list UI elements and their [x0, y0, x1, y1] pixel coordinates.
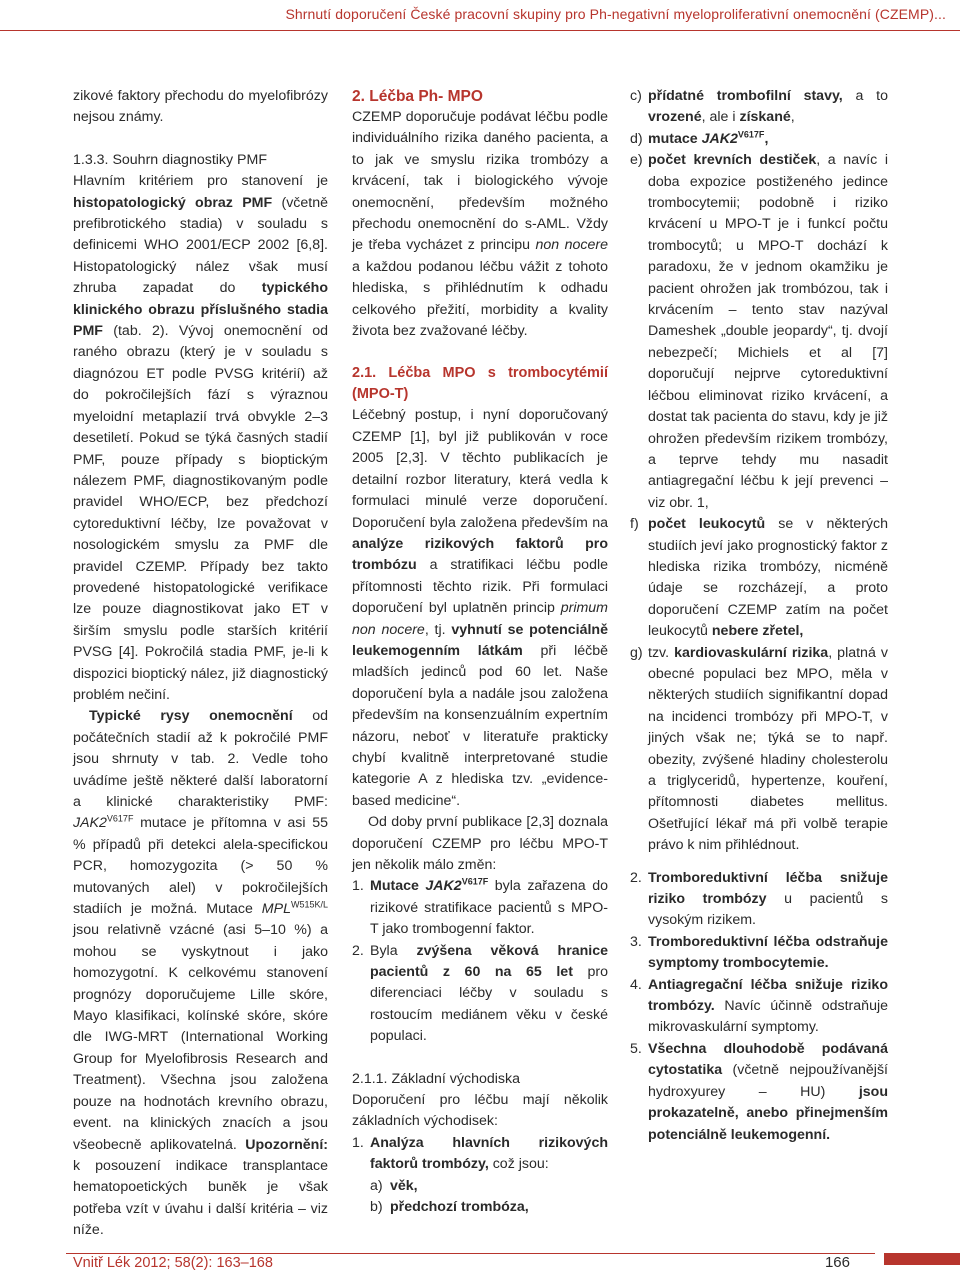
text-span: , a navíc i doba expozice postiženého jedince trombocytemii; podobně i riziko krvácení u MPO-T je i funkcí počtu trombocytů; u MPO-T dochází k paradoxu, že v jednom okamžiku je pacient ohrožen jak trombózou, tak i krvácením – tento stav nazýval Dameshek „double jeopardy“, tj. dvojí nebezpečí; Michiels et al [7] doporučují nejprve cytoreduktivní léčbou eliminovat riziko krvácení, a dostat tak pacienta do stavu, kdy je již ohrožen především rizikem trombózy, a teprve tehdy mu nasadit antiagregační léčbu k její prevenci – viz obr. 1,	[648, 152, 888, 511]
text-span: ,	[790, 109, 795, 126]
section-1-3-3-heading: 1.3.3. Souhrn diagnostiky PMF	[73, 151, 267, 168]
bold-span: typického klinického obrazu příslušného stadia PMF	[73, 280, 328, 340]
column-right	[630, 86, 888, 1146]
text-span: byla zařazena do rizikové stratifikace pacientů s MPO-T jako trombogenní faktor.	[370, 878, 609, 938]
mutation-sup: V617F	[106, 813, 134, 824]
bold-span: získané	[739, 109, 791, 126]
list-letter: g)	[630, 644, 643, 661]
mutation-sup: V617F	[461, 876, 489, 887]
bold-span: počet krevních destiček	[648, 152, 817, 169]
bold-span: předchozí trombóza,	[390, 1199, 529, 1216]
list-letter: c)	[630, 88, 642, 104]
text-span: což jsou:	[488, 1156, 549, 1173]
text-span: při léčbě mladších jedinců pod 60 let. Naše doporučení byla a nadále jsou založena především na konsenzuálním expertním názoru, neboť v literatuře prakticky chybí kvalitně interpretované studie kategorie A z hlediska tzv. „evidence-based medicine“.	[352, 642, 608, 809]
list-subitem-b	[352, 1197, 608, 1218]
text-span: (včetně nejpoužívanější hydroxyurey – HU)	[648, 1062, 888, 1100]
intro-text: zikové faktory přechodu do myelofibrózy nejsou známy.	[73, 88, 328, 126]
text-span: u pacientů s vysokým rizikem.	[648, 891, 889, 929]
header-title: Shrnutí doporučení České pracovní skupiny pro Ph-negativní myeloproliferativní onemocnění (CZEMP)...	[285, 6, 946, 22]
section-2-heading: 2. Léčba Ph- MPO	[352, 88, 483, 105]
bold-span: jsou prokazatelně, anebo přinejmenším potenciálně leukemogenní.	[648, 1083, 888, 1143]
bold-span: Analýza hlavních rizikových faktorů trombózy,	[370, 1134, 608, 1173]
text-span: k posouzení indikace transplantace hematopoetických buněk je však potřeba vzít v úvahu i další kritéria – viz níže.	[73, 1157, 328, 1239]
text-span: , platná v obecné populaci bez MPO, měla v některých studiích signifikantní dopad na incidenci trombózy při MPO-T, v jiných však ne; týká se to např. obezity, zvýšené hladiny cholesterolu a triglyceridů, hypertenze, kouření, přítomnosti diabetes mellitus. Ošetřující lékař má při volbě terapie právo k nim přihlédnout.	[648, 644, 888, 854]
bold-span: analýze rizikových faktorů pro trombózu	[352, 535, 608, 574]
list-subitem-a	[352, 1176, 608, 1197]
bold-span: Antiagregační léčba snižuje riziko trombózy.	[648, 976, 888, 1015]
section-2-1-1-heading: 2.1.1. Základní východiska	[352, 1070, 520, 1087]
bold-span: nebere zřetel,	[711, 623, 804, 640]
list-number: 1.	[352, 1134, 364, 1151]
gene-name: MPL	[261, 901, 291, 918]
paragraph-basis: Doporučení pro léčbu mají několik základních východisek:	[352, 1092, 608, 1130]
text-span: mutace je přítomna v asi 55 % případů při detekci alela-specifickou PCR, homozygozita (> 50 % mutovaných alel) v pokročilejších stadiích je možná. Mutace	[73, 815, 328, 918]
gene-name: JAK2	[425, 878, 462, 895]
page-number: 166	[824, 1254, 850, 1271]
list-subitem-e	[630, 150, 888, 514]
text-span: a každou podanou léčbu vážit z tohoto hlediska, s přihlédnutím k odhadu celkového přežití, morbidity a kvality života bez zvažované léčby.	[352, 258, 608, 340]
bold-span: Všechna dlouhodobě podávaná cytostatika	[648, 1040, 888, 1079]
bold-span: Typické rysy onemocnění	[89, 708, 293, 725]
text-span: Byla	[370, 942, 417, 959]
paragraph-typical-features	[73, 706, 328, 1241]
bold-span: Mutace	[370, 878, 426, 895]
mutation-sup: V617F	[737, 129, 765, 140]
bold-span: mutace	[648, 130, 702, 147]
list-number: 5.	[630, 1040, 642, 1057]
bold-span: počet leukocytů	[648, 516, 766, 533]
text-span: od počátečních stadií až k pokročilé PMF jsou shrnuty v tab. 2. Vedle toho uvádíme ještě některé další laboratorní a klinické charakteristiky PMF:	[73, 708, 328, 810]
italic-span: non nocere	[535, 237, 609, 254]
gene-name: JAK2	[701, 130, 738, 147]
list-letter: b)	[370, 1199, 383, 1216]
list-number: 1.	[352, 878, 364, 895]
list-letter: f)	[630, 516, 639, 533]
running-header	[0, 0, 960, 31]
gene-name: JAK2	[73, 815, 107, 832]
list-number: 4.	[630, 976, 642, 993]
bold-span: vyhnutí se potenciálně leukemogenním látkám	[352, 621, 608, 659]
text-span: Hlavním kritériem pro stanovení je	[73, 173, 328, 190]
text-span: CZEMP doporučuje podávat léčbu podle individuálního rizika daného pacienta, a to jak ve smyslu rizika trombózy a krvácení, tak i biologického vývoje onemocnění, především možného přechodu onemocnění do s-AML. Vždy je třeba vycházet z principu	[352, 109, 608, 254]
list-item-basis-2	[630, 868, 888, 932]
list-letter: d)	[630, 130, 643, 147]
paragraph-diagnostics	[73, 171, 328, 706]
footer-rule	[66, 1253, 875, 1254]
bold-span: Tromboreduktivní léčba snižuje riziko trombózy	[648, 869, 888, 908]
bold-span: kardiovaskulární rizika	[674, 644, 829, 661]
text-span: jsou relativně vzácné (asi 5–10 %) a mohou se vyskytnout i jako homozygotní. K celkovému stanovení prognózy doporučujeme Lille skóre, Mayo klasifikaci, kolínské skóre, skóre dle IWG-MRT (International Working Group for Myelofibrosis Research and Treatment). Všechna jsou založena pouze na hodnotách krevního obrazu, event. na klinických znacích a jsou všeobecně aplikovatelná.	[73, 922, 328, 1153]
text-span: pro diferenciaci léčby v souladu s rostoucím mediánem věku v české populaci.	[370, 964, 608, 1045]
bold-span: zvýšena věková hranice pacientů z 60 na 65 let	[370, 942, 608, 981]
text-span: se v některých studiích jeví jako prognostický faktor z hlediska rizika trombózy, nicméně údaje se rozcházejí, a proto doporučení CZEMP zatím na počet leukocytů	[648, 516, 888, 640]
mutation-sup: W515K/L	[290, 899, 328, 910]
bold-span: Upozornění:	[245, 1136, 328, 1153]
paragraph-approach	[352, 405, 608, 812]
list-subitem-f	[630, 514, 888, 642]
text-span: tzv.	[648, 644, 675, 661]
bold-span: přídatné trombofilní stavy,	[648, 88, 843, 104]
text-span: Navíc účinně odstraňuje mikrovaskulární symptomy.	[648, 998, 888, 1036]
list-subitem-c	[630, 86, 888, 129]
section-2-1-heading: 2.1. Léčba MPO s trombocytémií (MPO-T)	[352, 365, 608, 403]
text-span: (tab. 2). Vývoj onemocnění od raného obrazu (který je v souladu s diagnózou ET podle PVSG kritérií) až do pokročilejších fází s výraznou myeloidní metaplazií trvá obvykle 2–3 desetiletí. Pokud se týká časných stadií PMF, pouze případy s bioptickým nálezem PMF, diagnostikovaným podle pravidel WHO/ECP, bez předchozí cytoreduktivní léčby, lze považovat v nosologickém smyslu za PMF dle pravidel CZEMP. Případy bez takto provedené histopatologické verifikace lze pouze diagnostikovat jako ET v širším smyslu podle starších kritérií PVSG [4]. Pokročilá stadia PMF, je-li k dispozici bioptický nález, již diagnostický problém nečiní.	[73, 323, 328, 703]
list-item-basis-1	[352, 1133, 608, 1176]
list-item-basis-3	[630, 932, 888, 975]
paragraph-changes: Od doby první publikace [2,3] doznala doporučení CZEMP pro léčbu MPO-T jen několik málo změn:	[352, 814, 608, 873]
bold-span: histopatologický obraz PMF	[73, 194, 273, 211]
column-left	[73, 86, 328, 1242]
journal-citation: Vnitř Lék 2012; 58(2): 163–168	[73, 1255, 273, 1271]
list-subitem-g	[630, 643, 888, 857]
bold-span: vrozené	[648, 109, 702, 126]
bold-span: Tromboreduktivní léčba odstraňuje symptomy trombocytemie.	[648, 933, 888, 972]
list-letter: a)	[370, 1177, 383, 1194]
list-item-basis-5	[630, 1039, 888, 1146]
list-item-change-2	[352, 941, 608, 1048]
list-number: 2.	[630, 869, 642, 886]
italic-span: primum non nocere	[352, 600, 608, 638]
list-item-change-1	[352, 876, 608, 940]
bold-span: ,	[764, 130, 769, 147]
list-item-basis-4	[630, 975, 888, 1039]
text-span: Léčebný postup, i nyní doporučovaný CZEMP [1], byl již publikován v roce 2005 [2,3]. V těchto publikacích je detailní rozbor literatury, která vedla k formulaci minulé verze doporučení. Doporučení byla založena především na	[352, 407, 608, 531]
column-middle	[352, 86, 608, 1219]
list-number: 3.	[630, 933, 642, 950]
list-letter: e)	[630, 152, 643, 169]
text-span: , tj.	[424, 621, 452, 638]
text-span: (včetně prefibrotického stadia) v souladu s definicemi WHO 2001/ECP 2002 [6,8]. Histopatologický nález však musí zhruba zapadat do	[73, 194, 328, 297]
list-subitem-d	[630, 129, 888, 150]
paragraph-treatment	[352, 107, 608, 342]
footer-accent-bar	[884, 1253, 960, 1265]
text-span: a stratifikaci léčbu podle přítomnosti těchto rizik. Při formulaci doporučení byl uplatněn princip	[352, 557, 608, 617]
list-number: 2.	[352, 942, 364, 959]
text-span: a to	[842, 88, 888, 104]
text-span: , ale i	[701, 109, 740, 126]
bold-span: věk,	[390, 1177, 418, 1194]
